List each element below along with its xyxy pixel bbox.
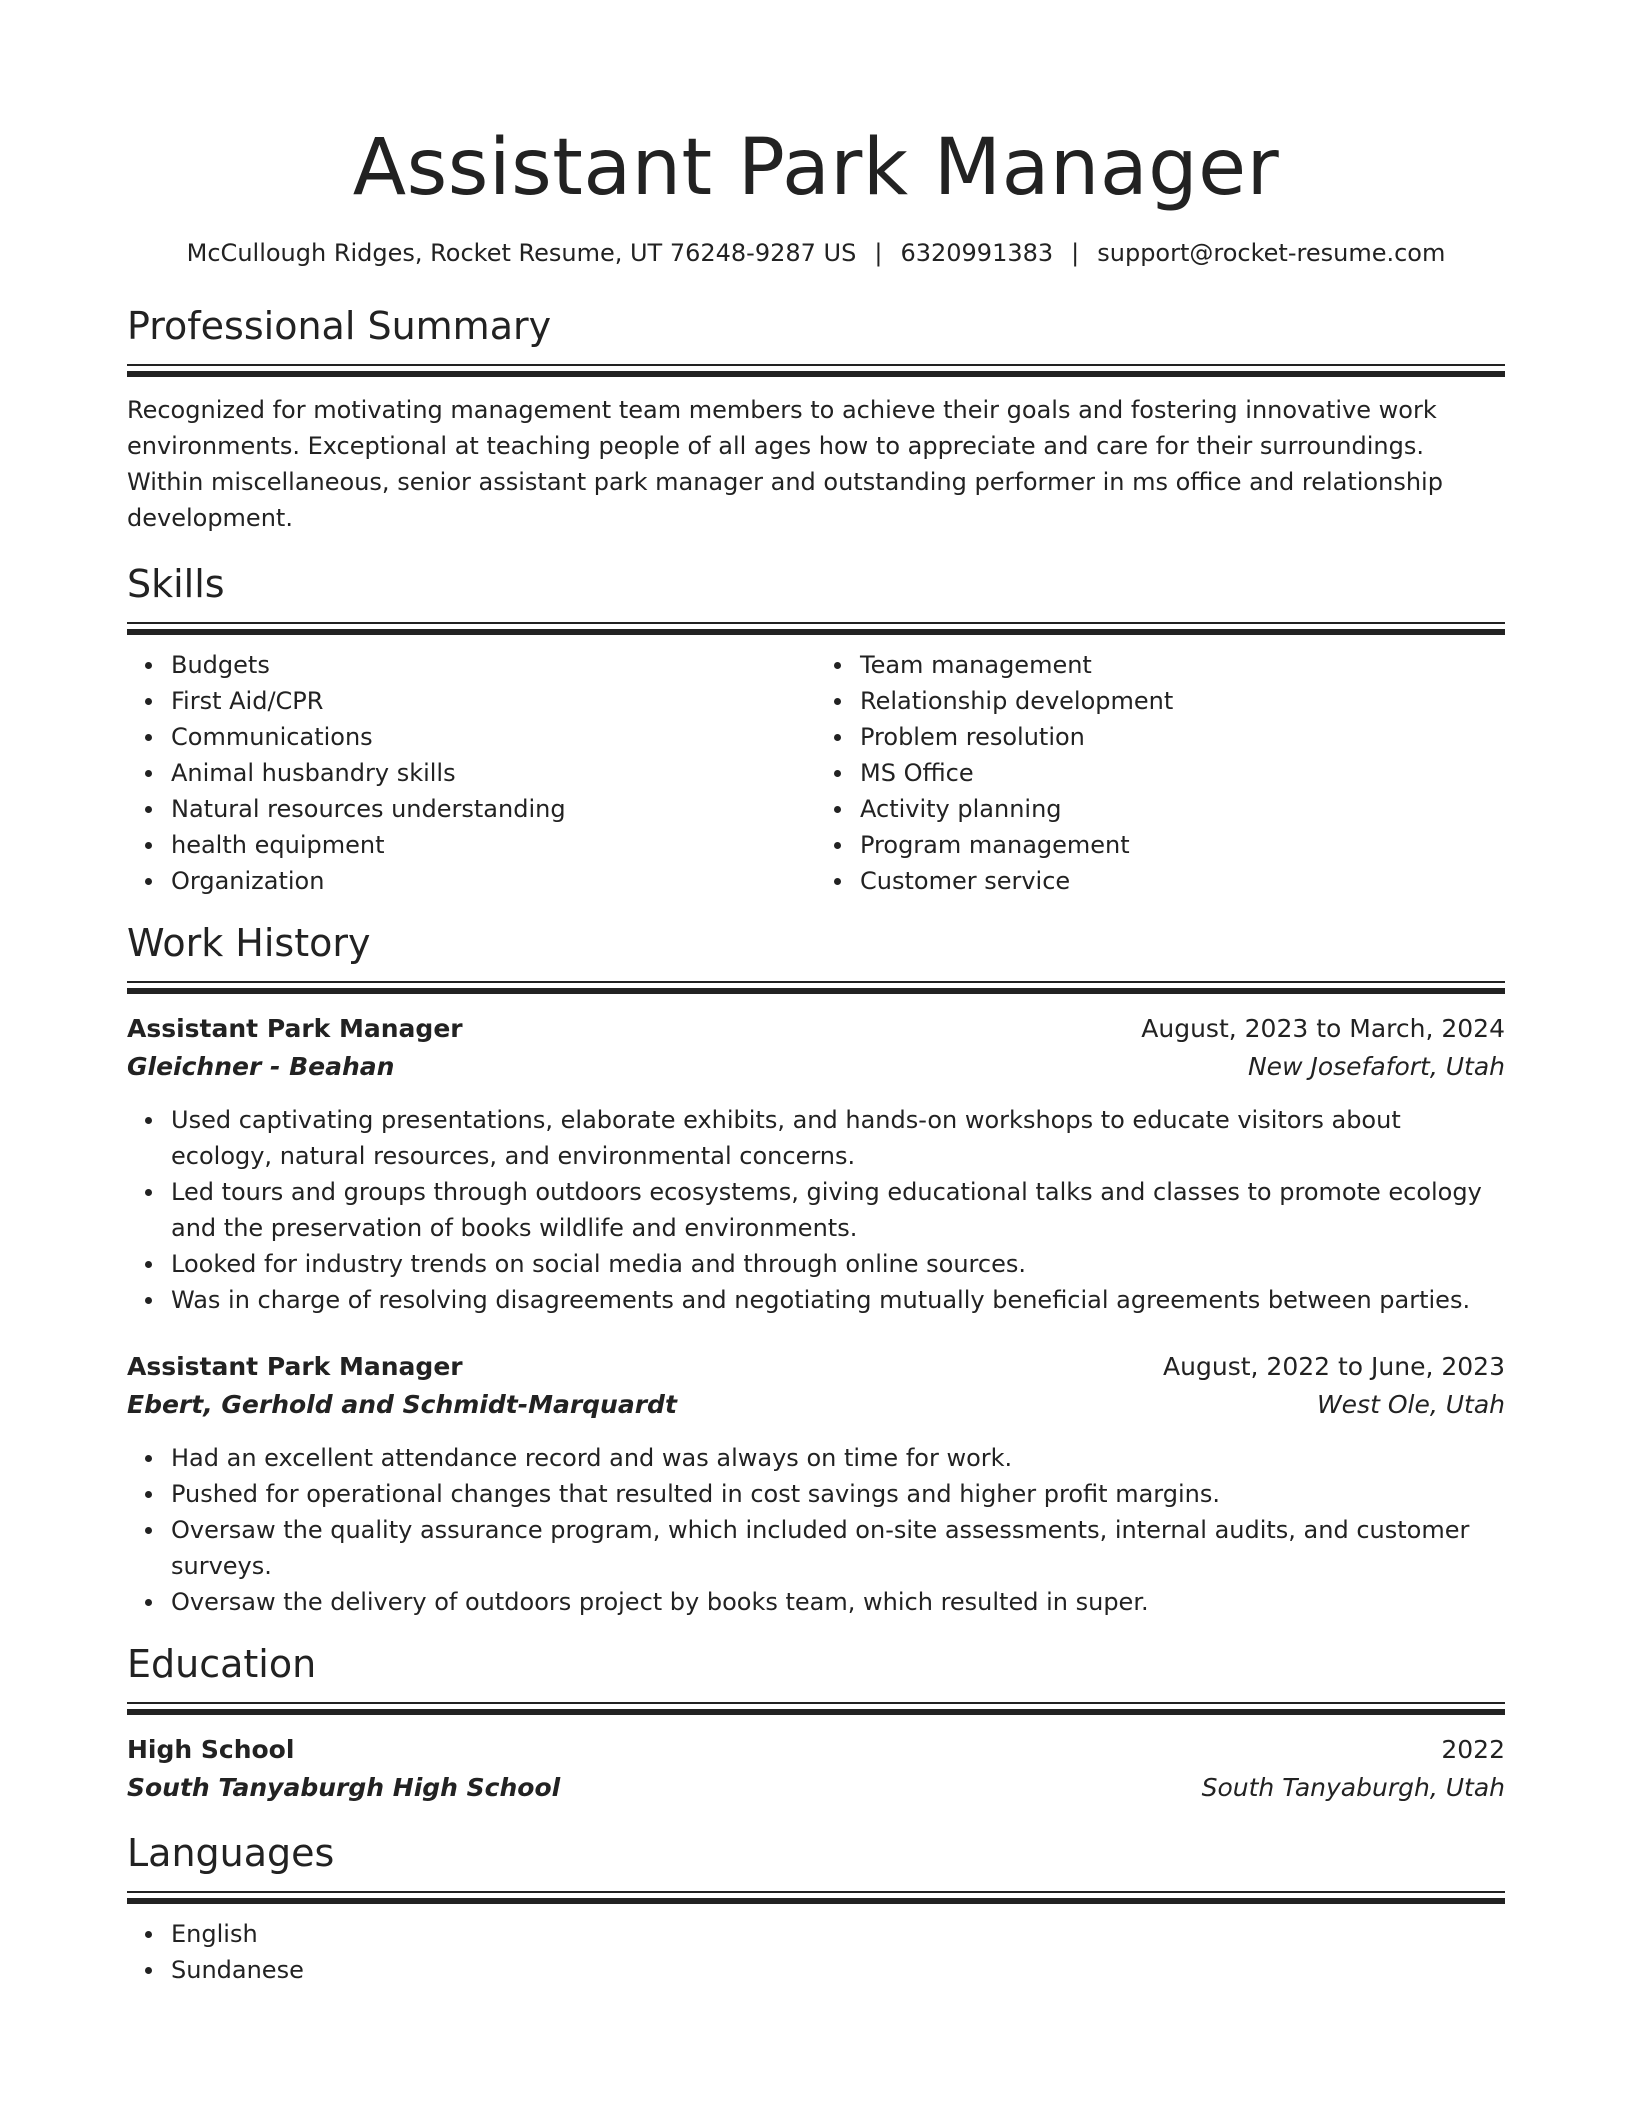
job-subheader: [127, 1048, 1505, 1086]
list-item: Natural resources understanding: [171, 791, 816, 827]
job-employer: Gleichner - Beahan: [127, 1052, 395, 1081]
contact-phone: 6320991383: [900, 239, 1054, 267]
contact-separator: |: [1071, 239, 1080, 267]
job-subheader: [127, 1386, 1505, 1424]
education-location: South Tanyaburgh, Utah: [1201, 1773, 1505, 1802]
list-item: MS Office: [860, 755, 1505, 791]
list-item: Relationship development: [860, 683, 1505, 719]
contact-address: McCullough Ridges, Rocket Resume, UT 76248-9287 US: [186, 239, 857, 267]
job-employer: Ebert, Gerhold and Schmidt-Marquardt: [127, 1390, 677, 1419]
section-title: Education: [127, 1642, 317, 1686]
list-item: Team management: [860, 647, 1505, 683]
list-item: Oversaw the delivery of outdoors project by books team, which resulted in super.: [171, 1584, 1505, 1620]
section-title: Professional Summary: [127, 304, 552, 348]
list-item: Oversaw the quality assurance program, which included on-site assessments, internal audits, and customer surveys.: [171, 1512, 1505, 1584]
job-location: New Josefafort, Utah: [1247, 1052, 1505, 1081]
job-location: West Ole, Utah: [1316, 1390, 1505, 1419]
list-item: Customer service: [860, 863, 1505, 899]
list-item: Animal husbandry skills: [171, 755, 816, 791]
job-bullets: [127, 1440, 1505, 1620]
list-item: Sundanese: [171, 1952, 1505, 1988]
list-item: Communications: [171, 719, 816, 755]
list-item: Used captivating presentations, elaborate exhibits, and hands-on workshops to educate visitors about ecology, natural resources, and environmental concerns.: [171, 1102, 1505, 1174]
section-divider: [127, 1702, 1505, 1715]
job-bullets: [127, 1102, 1505, 1318]
section-education: [127, 1640, 1505, 1807]
section-work-history: [127, 919, 1505, 1620]
job-dates: August, 2023 to March, 2024: [1141, 1014, 1505, 1043]
education-header: [127, 1731, 1505, 1769]
section-summary: [127, 302, 1505, 536]
section-divider: [127, 622, 1505, 635]
section-divider: [127, 364, 1505, 377]
section-divider: [127, 1891, 1505, 1904]
languages-list: [127, 1916, 1505, 1988]
skills-column-left: [127, 647, 816, 899]
list-item: health equipment: [171, 827, 816, 863]
job-entry: [127, 1348, 1505, 1620]
education-school: South Tanyaburgh High School: [127, 1773, 561, 1802]
section-languages: [127, 1829, 1505, 1988]
summary-text: Recognized for motivating management team members to achieve their goals and fostering innovative work environments. Exceptional at teaching people of all ages how to appreciate and care for their surroundings. Within miscellaneous, senior assistant park manager and outstanding performer in ms office and relationship development.: [127, 396, 1443, 532]
section-title: Work History: [127, 921, 371, 965]
list-item: Pushed for operational changes that resulted in cost savings and higher profit margins.: [171, 1476, 1505, 1512]
section-title: Languages: [127, 1831, 335, 1875]
education-subheader: [127, 1769, 1505, 1807]
list-item: Budgets: [171, 647, 816, 683]
list-item: Organization: [171, 863, 816, 899]
list-item: Looked for industry trends on social media and through online sources.: [171, 1246, 1505, 1282]
resume-name: Assistant Park Manager: [352, 123, 1280, 213]
job-entry: [127, 1010, 1505, 1318]
education-degree: High School: [127, 1735, 295, 1764]
skills-grid: [127, 647, 1505, 899]
job-title: Assistant Park Manager: [127, 1352, 463, 1381]
education-entry: [127, 1731, 1505, 1807]
section-skills: [127, 560, 1505, 899]
job-title: Assistant Park Manager: [127, 1014, 463, 1043]
job-header: [127, 1010, 1505, 1048]
list-item: Led tours and groups through outdoors ecosystems, giving educational talks and classes to promote ecology and the preservation of books wildlife and environments.: [171, 1174, 1505, 1246]
list-item: Was in charge of resolving disagreements and negotiating mutually beneficial agreements between parties.: [171, 1282, 1505, 1318]
list-item: Problem resolution: [860, 719, 1505, 755]
list-item: First Aid/CPR: [171, 683, 816, 719]
section-divider: [127, 981, 1505, 994]
list-item: Program management: [860, 827, 1505, 863]
list-item: Activity planning: [860, 791, 1505, 827]
job-header: [127, 1348, 1505, 1386]
section-title: Skills: [127, 562, 225, 606]
list-item: Had an excellent attendance record and was always on time for work.: [171, 1440, 1505, 1476]
job-dates: August, 2022 to June, 2023: [1163, 1352, 1505, 1381]
education-year: 2022: [1441, 1735, 1505, 1764]
contact-line: [127, 236, 1505, 270]
contact-email: support@rocket-resume.com: [1097, 239, 1446, 267]
skills-column-right: [816, 647, 1505, 899]
list-item: English: [171, 1916, 1505, 1952]
contact-separator: |: [874, 239, 883, 267]
